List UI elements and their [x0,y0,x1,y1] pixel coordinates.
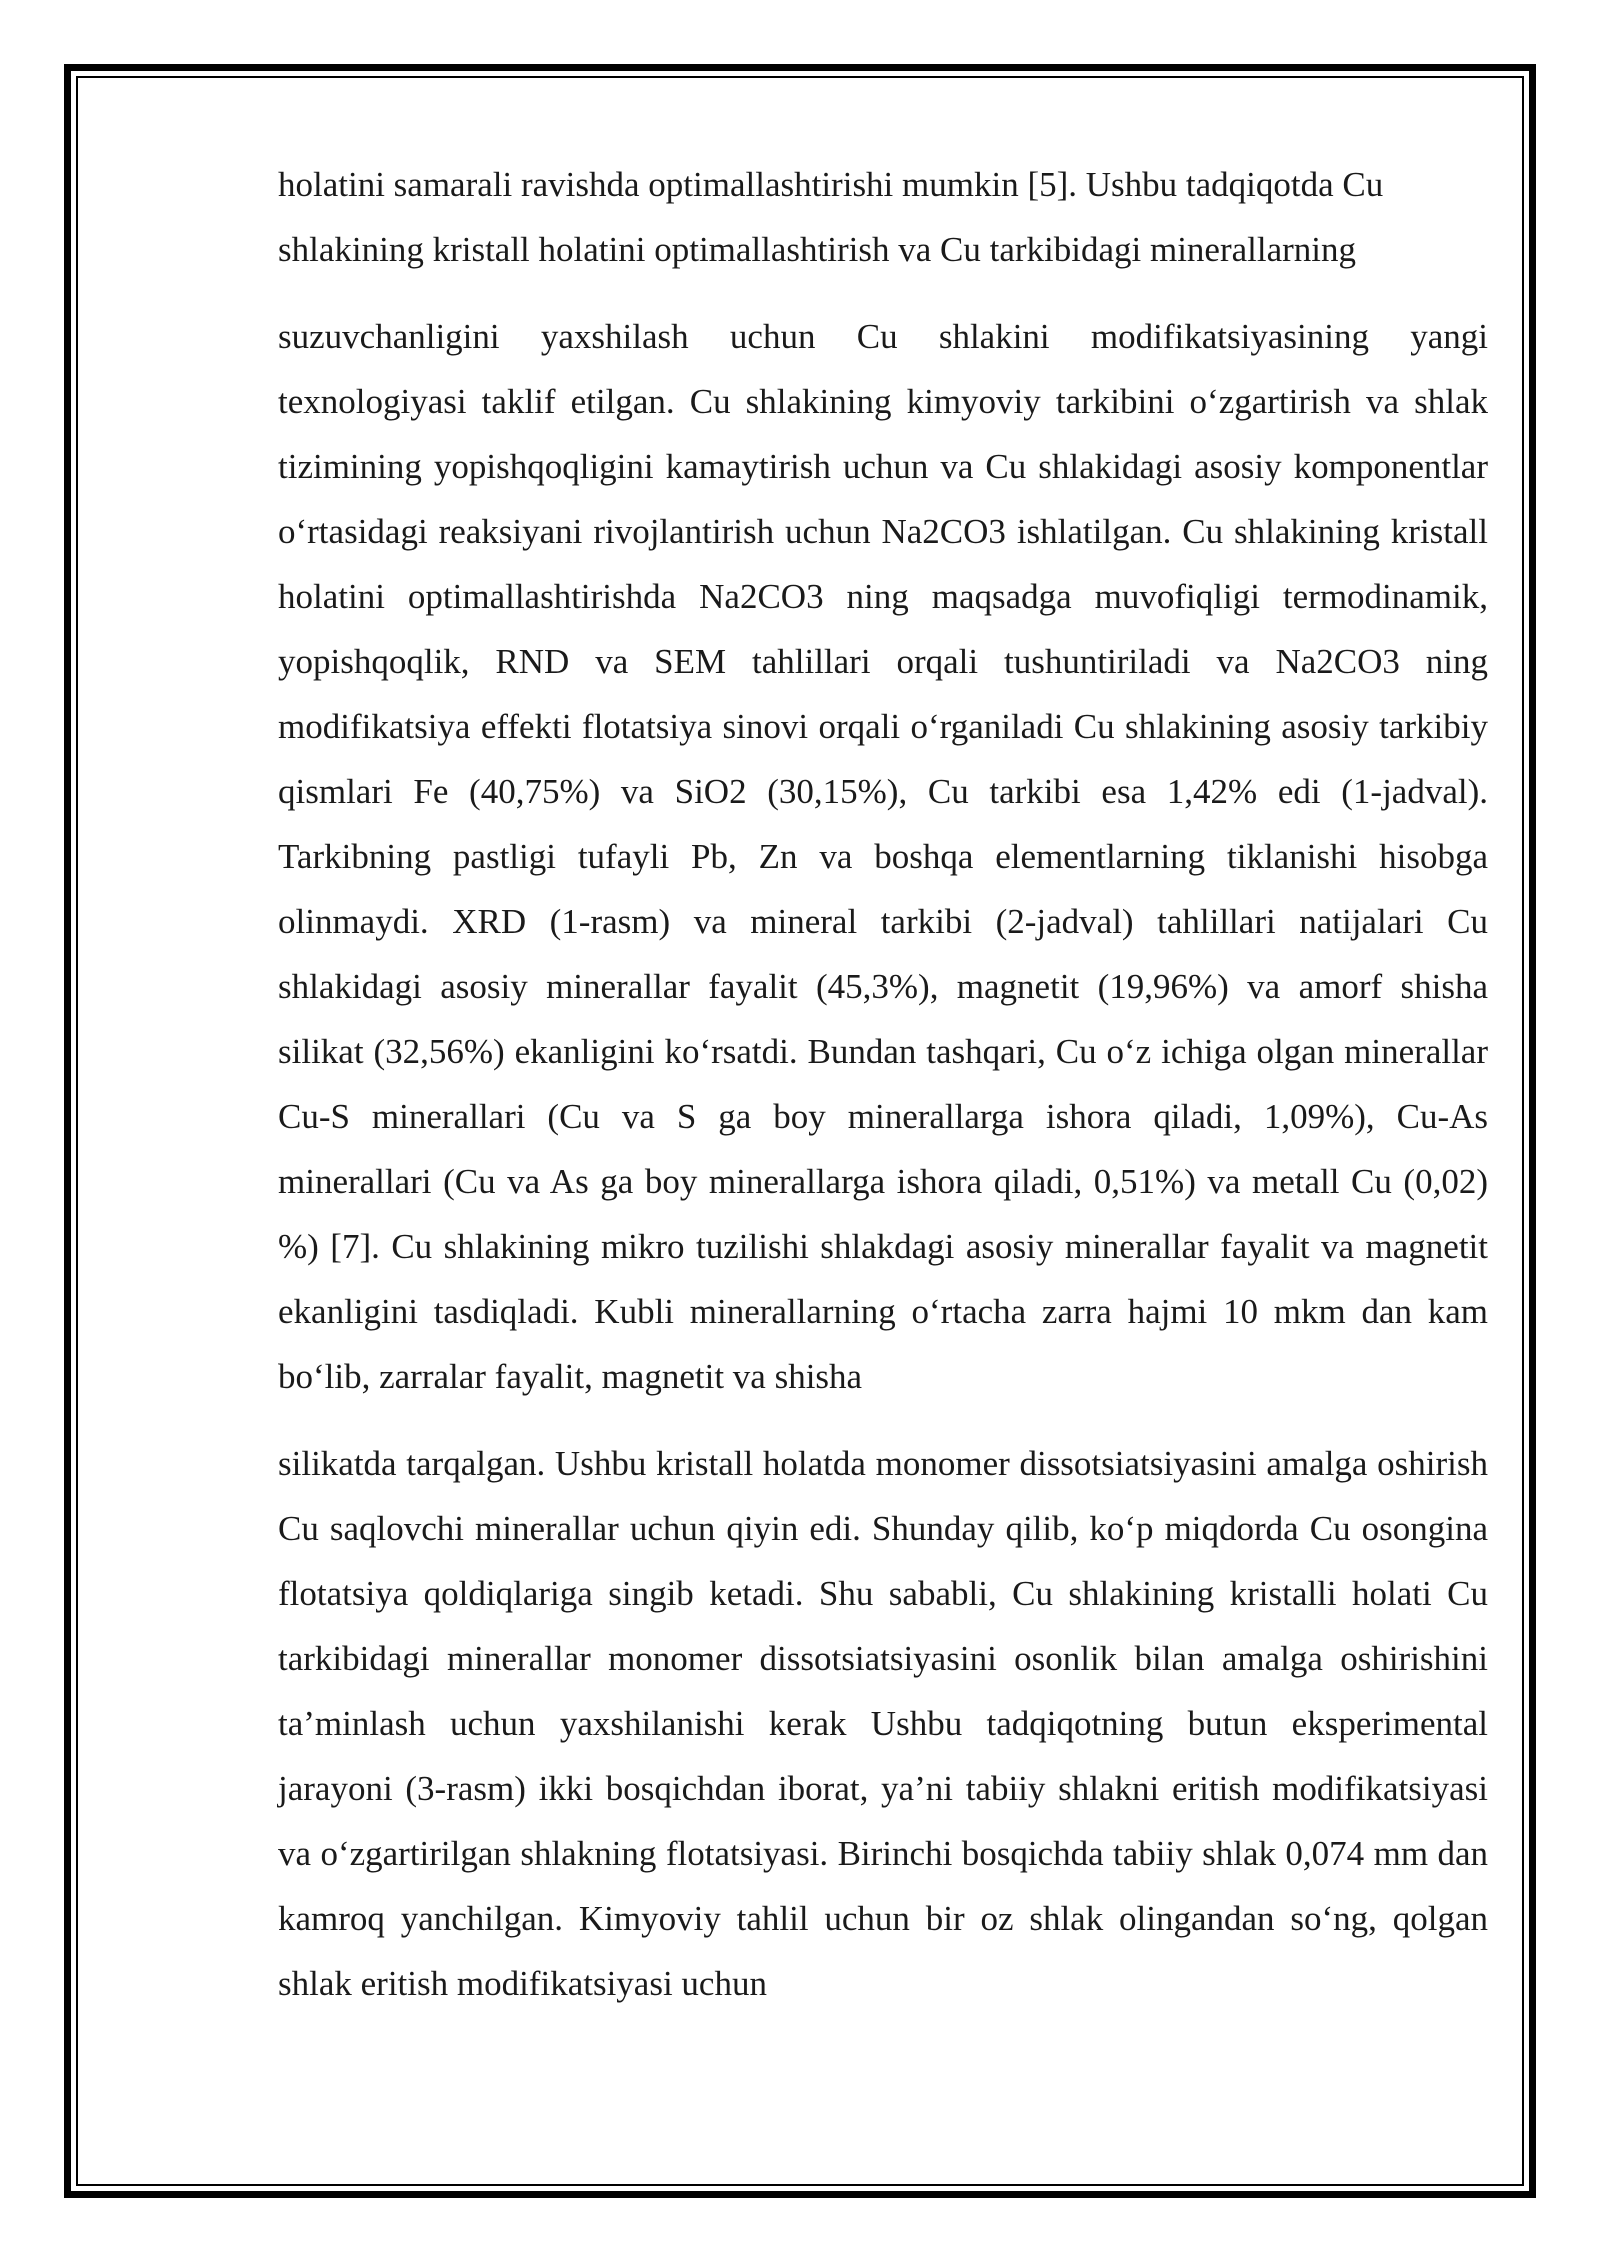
paragraph-1: holatini samarali ravishda optimallashtirishi mumkin [5]. Ushbu tadqiqotda Cu shlakining kristall holatini optimallashtirish va Cu tarkibidagi minerallarning [278,165,1384,269]
paragraph-2: suzuvchanligini yaxshilash uchun Cu shlakini modifikatsiyasining yangi texnologiyasi taklif etilgan. Cu shlakining kimyoviy tarkibini o‘zgartirish va shlak tizimining yopishqoqligini kamaytirish uchun va Cu shlakidagi asosiy komponentlar o‘rtasidagi reaksiyani rivojlantirish uchun Na2CO3 ishlatilgan. Cu shlakining kristall holatini optimallashtirishda Na2CO3 ning maqsadga muvofiqligi termodinamik, yopishqoqlik, RND va SEM tahlillari orqali tushuntiriladi va Na2CO3 ning modifikatsiya effekti flotatsiya sinovi orqali o‘rganiladi Cu shlakining asosiy tarkibiy qismlari Fe (40,75%) va SiO2 (30,15%), Cu tarkibi esa 1,42% edi (1-jadval). Tarkibning pastligi tufayli Pb, Zn va boshqa elementlarning tiklanishi hisobga olinmaydi. XRD (1-rasm) va mineral tarkibi (2-jadval) tahlillari natijalari Cu shlakidagi asosiy minerallar fayalit (45,3%), magnetit (19,96%) va amorf shisha silikat (32,56%) ekanligini ko‘rsatdi. Bundan tashqari, Cu o‘z ichiga olgan minerallar Cu-S minerallari (Cu va S ga boy minerallarga ishora qiladi, 1,09%), Cu-As minerallari (Cu va As ga boy minerallarga ishora qiladi, 0,51%) va metall Cu (0,02) %) [7]. Cu shlakining mikro tuzilishi shlakdagi asosiy minerallar fayalit va magnetit ekanligini tasdiqladi. Kubli minerallarning o‘rtacha zarra hajmi 10 mkm dan kam bo‘lib, zarralar fayalit, magnetit va shisha [278,317,1488,1396]
document-body [278,152,1488,2016]
paragraph-3: silikatda tarqalgan. Ushbu kristall holatda monomer dissotsiatsiyasini amalga oshirish Cu saqlovchi minerallar uchun qiyin edi. Shunday qilib, ko‘p miqdorda Cu osongina flotatsiya qoldiqlariga singib ketadi. Shu sababli, Cu shlakining kristalli holati Cu tarkibidagi minerallar monomer dissotsiatsiyasini osonlik bilan amalga oshirishini ta’minlash uchun yaxshilanishi kerak Ushbu tadqiqotning butun eksperimental jarayoni (3-rasm) ikki bosqichdan iborat, ya’ni tabiiy shlakni eritish modifikatsiyasi va o‘zgartirilgan shlakning flotatsiyasi. Birinchi bosqichda tabiiy shlak 0,074 mm dan kamroq yanchilgan. Kimyoviy tahlil uchun bir oz shlak olingandan so‘ng, qolgan shlak eritish modifikatsiyasi uchun [278,1444,1488,2003]
